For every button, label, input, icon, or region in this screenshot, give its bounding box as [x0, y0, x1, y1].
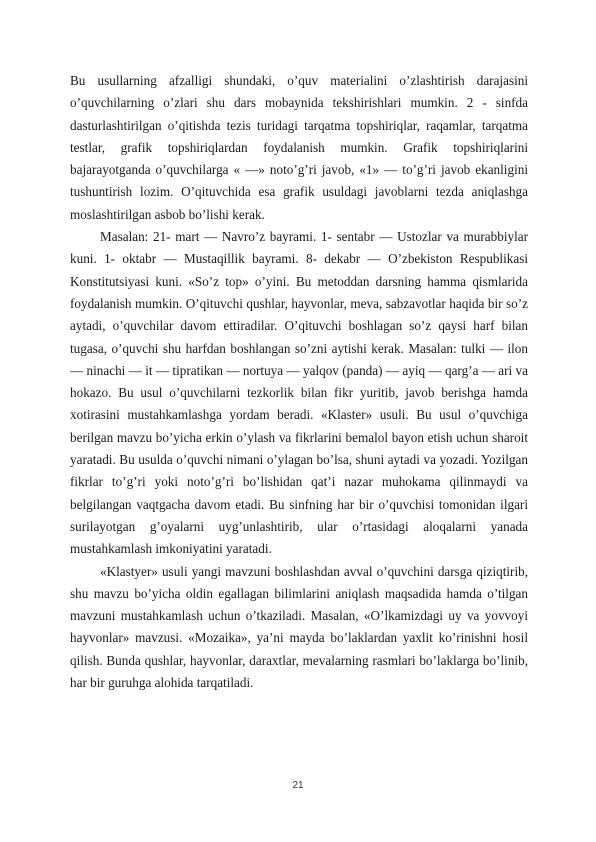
- body-text: [70, 70, 528, 694]
- paragraph-2: Masalan: 21- mart — Navro’z bayrami. 1- sentabr — Ustozlar va murabbiylar kuni. 1- oktabr — Mustaqillik bayrami. 8- dekabr — O’zbekiston Respublikasi Konstitutsiyasi kuni. «So’z top» o’yini. Bu metoddan darsning hamma qismlarida foydalanish mumkin. O’qituvchi qushlar, hayvonlar, meva, sabzavotlar haqida bir so’z aytadi, o’quvchilar davom ettiradilar. O’qituvchi boshlagan so’z qaysi harf bilan tugasa, o’quvchi shu harfdan boshlangan so’zni aytishi kerak. Masalan: tulki — ilon — ninachi — it — tipratikan — nortuya — yalqov (panda) — ayiq — qarg’a — ari va hokazo. Bu usul o’quvchilarni tezkorlik bilan fikr yuritib, javob berishga hamda xotirasini mustahkamlashga yordam beradi. «Klaster» usuli. Bu usul o’quvchiga berilgan mavzu bo’yicha erkin o’ylash va fikrlarini bemalol bayon etish uchun sharoit yaratadi. Bu usulda o’quvchi nimani o’ylagan bo’lsa, shuni aytadi va yozadi. Yozilgan fikrlar to’g’ri yoki noto’g’ri bo’lishidan qat’i nazar muhokama qilinmaydi va belgilangan vaqtgacha davom etadi. Bu sinfning har bir o’quvchisi tomonidan ilgari surilayotgan g’oyalarni uyg’unlashtirib, ular o’rtasidagi aloqalarni yanada mustahkamlash imkoniyatini yaratadi.: [70, 229, 528, 557]
- paragraph-1: Bu usullarning afzalligi shundaki, o’quv materialini o’zlashtirish darajasini o’quvchilarning o’zlari shu dars mobaynida tekshirishlari mumkin. 2 - sinfda dasturlashtirilgan o’qitishda tezis turidagi tarqatma topshiriqlar, raqamlar, tarqatma testlar, grafik topshiriqlardan foydalanish mumkin. Grafik topshiriqlarini bajarayotganda o’quvchilarga « —» noto’g’ri javob, «1» — to’g’ri javob ekanligini tushuntirish lozim. O’qituvchida esa grafik usuldagi javoblarni tezda aniqlashga moslashtirilgan asbob bo’lishi kerak.: [70, 73, 528, 222]
- paragraph-3: «Klastyer» usuli yangi mavzuni boshlashdan avval o’quvchini darsga qiziqtirib, shu mavzu bo’yicha oldin egallagan bilimlarini aniqlash maqsadida hamda o’tilgan mavzuni mustahkamlash uchun o’tkaziladi. Masalan, «O’lkamizdagi uy va yovvoyi hayvonlar» mavzusi. «Mozaika», ya’ni mayda bo’laklardan yaxlit ko’rinishni hosil qilish. Bunda qushlar, hayvonlar, daraxtlar, mevalarning rasmlari bo’laklarga bo’linib, har bir guruhga alohida tarqatiladi.: [70, 563, 528, 691]
- page-number: 21: [292, 780, 304, 791]
